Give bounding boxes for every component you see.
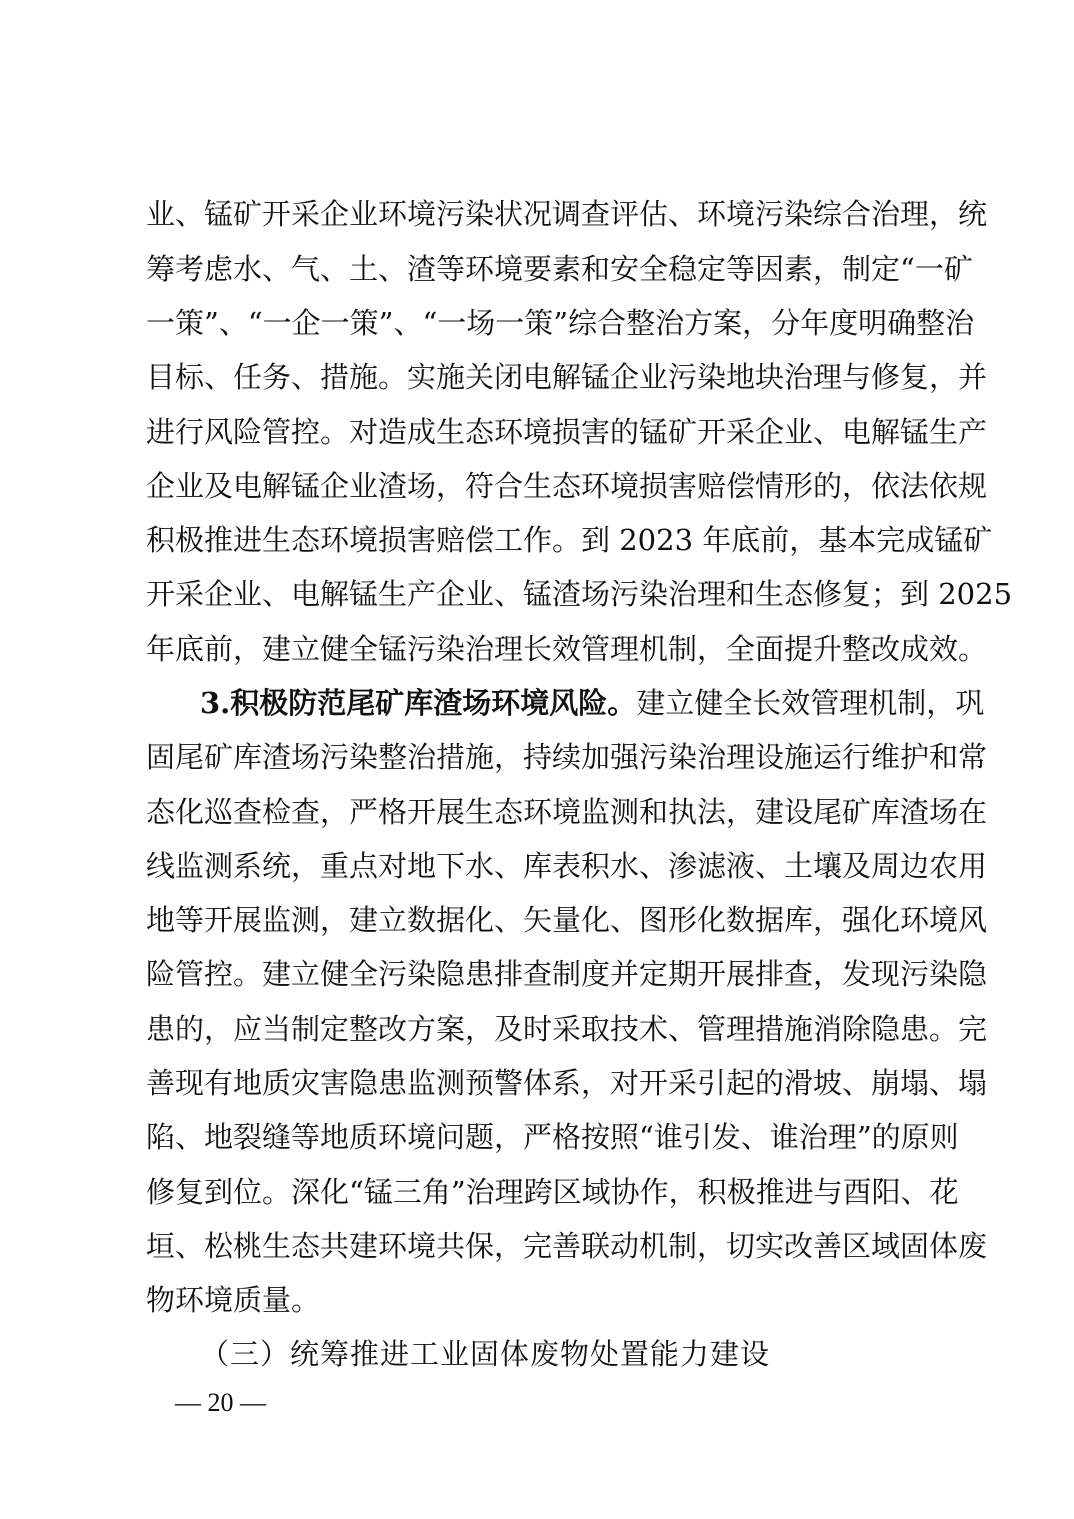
- text-span: 建立健全长效管理机制，巩: [636, 686, 985, 720]
- text-line: 修复到位。深化“锰三角”治理跨区域协作，积极推进与酉阳、花: [146, 1175, 959, 1209]
- text-line: 险管控。建立健全污染隐患排查制度并定期开展排查，发现污染隐: [146, 957, 988, 991]
- text-line: 筹考虑水、气、土、渣等环境要素和安全稳定等因素，制定“一矿: [146, 252, 973, 286]
- text-line: 善现有地质灾害隐患监测预警体系，对开采引起的滑坡、崩塌、塌: [146, 1066, 988, 1100]
- text-line: 物环境质量。: [146, 1283, 321, 1317]
- text-line: 进行风险管控。对造成生态环境损害的锰矿开采企业、电解锰生产: [146, 415, 988, 449]
- page-number: — 20 —: [175, 1388, 266, 1417]
- text-line: 企业及电解锰企业渣场，符合生态环境损害赔偿情形的，依法依规: [146, 469, 988, 503]
- paragraph-first-line: [200, 683, 985, 723]
- text-line: 态化巡查检查，严格开展生态环境监测和执法，建设尾矿库渣场在: [146, 795, 988, 829]
- text-line: 一策”、“一企一策”、“一场一策”综合整治方案，分年度明确整治: [146, 306, 975, 340]
- text-line: 地等开展监测，建立数据化、矢量化、图形化数据库，强化环境风: [146, 903, 988, 937]
- text-line: 垣、松桃生态共建环境共保，完善联动机制，切实改善区域固体废: [146, 1229, 988, 1263]
- text-line: 业、锰矿开采企业环境污染状况调查评估、环境污染综合治理，统: [146, 197, 988, 231]
- section-heading: （三）统筹推进工业固体废物处置能力建设: [200, 1337, 771, 1371]
- text-line: 线监测系统，重点对地下水、库表积水、渗滤液、土壤及周边农用: [146, 849, 988, 883]
- text-line: 开采企业、电解锰生产企业、锰渣场污染治理和生态修复；到 2025: [146, 577, 1013, 611]
- text-line: 固尾矿库渣场污染整治措施，持续加强污染治理设施运行维护和常: [146, 740, 988, 774]
- paragraph-lead-heading: 3.积极防范尾矿库渣场环境风险。: [200, 686, 637, 720]
- text-line: 年底前，建立健全锰污染治理长效管理机制，全面提升整改成效。: [146, 632, 988, 666]
- text-line: 患的，应当制定整改方案，及时采取技术、管理措施消除隐患。完: [146, 1012, 988, 1046]
- text-line: 积极推进生态环境损害赔偿工作。到 2023 年底前，基本完成锰矿: [146, 523, 993, 557]
- text-line: 陷、地裂缝等地质环境问题，严格按照“谁引发、谁治理”的原则: [146, 1120, 959, 1154]
- text-line: 目标、任务、措施。实施关闭电解锰企业污染地块治理与修复，并: [146, 360, 988, 394]
